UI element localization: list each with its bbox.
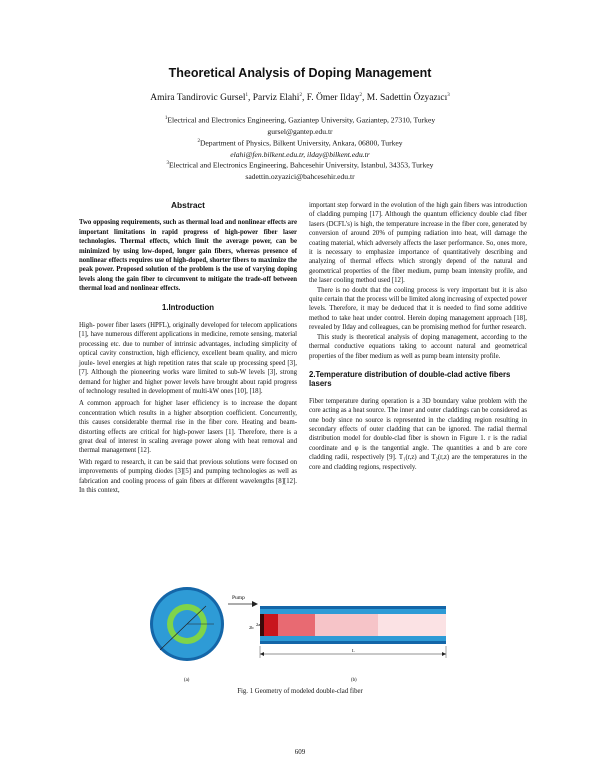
core-cool-zone — [378, 614, 446, 636]
author-1: Amira Tandirovic Gursel — [150, 93, 246, 104]
longitudinal-fiber-diagram — [260, 606, 446, 658]
author-3: F. Ömer Ilday — [306, 93, 360, 104]
pump-label: Pump — [232, 595, 245, 601]
sublabel-a: (a) — [184, 678, 190, 683]
affiliation-3: $^3$Electrical and Electronics Engineering, Bahcesehir University, Istanbul, 34353, Turkey sadettin.ozyazici@bahcesehir.edu.tr — [166, 160, 434, 181]
section-2-paragraph: Fiber temperature during operation is a 3D boundary value problem with the core acting as a heat source. The inner and outer claddings can be considered as one body since no source is represented in the cladding region resulting in secondary effects of outer cladding that can be ignored. The radial thermal distribution model for double-clad fiber is shown in Figure 1. r is the radial coordinate and φ is the tangential angle. The quantities a and b are core cladding radii, respectively [9]. T₁(r,z) and T₂(r,z) are the temperatures in the core and cladding regions, respectively. — [309, 397, 527, 471]
label-2b: 2b — [249, 625, 254, 630]
intro-heading: 1.Introduction — [162, 302, 214, 312]
right-paragraph-2: There is no doubt that the cooling process is very important but it is also quite certain that the process will be limited along increasing of expected power levels. Therefore, it may be deduced that it is needed to find some additive method to take heat under control. Herein doping management approach [18], revealed by Ilday and colleagues, can be promising method for further research. — [309, 286, 527, 332]
label-L: L — [352, 648, 355, 653]
section-2-heading: 2.Temperature distribution of double-clad active fibers lasers — [309, 369, 511, 389]
left-column — [79, 201, 297, 495]
intro-paragraph-3: With regard to research, it can be said that previous solutions were focused on improvements of pumping diodes [3][5] and pumping technologies as well as fabrication and cooling process of gain fibers at different wavelengths [8][12]. In this context, — [79, 458, 297, 494]
core-input-face — [260, 614, 264, 636]
label-2a: 2a — [256, 622, 261, 627]
right-column — [309, 201, 527, 472]
author-2: Parviz Elahi — [252, 93, 300, 104]
affiliation-2: $^2$Department of Physics, Bilkent University, Ankara, 06800, Turkey elahi@fen.bilkent.edu.tr, ilday@bilkent.edu.tr — [197, 138, 403, 159]
sublabel-b: (b) — [351, 678, 357, 683]
abstract-text: Two opposing requirements, such as thermal load and nonlinear effects are important limitations in rapid progress of high-power fiber laser technologies. Thermal effects, which limit the average power, can be minimized by using low-doped, longer gain fibers, whereas presence of nonlinear effects requires use of high-doped, shorter fibers to maximize the peak power. Proposed solution of the problem is the use of varying doping levels along the gain fiber to circumvent to mitigate the trade-off between thermal load and nonlinear effects. — [79, 219, 297, 293]
author-line: Amira Tandirovic Gursel$^1$, Parviz Elahi$^2$, F. Ömer Ilday$^2$, M. Sadettin Özyazıcı$^3$ — [150, 93, 450, 104]
paper-title: Theoretical Analysis of Doping Management — [168, 66, 432, 80]
author-4: M. Sadettin Özyazıcı — [366, 93, 448, 104]
pump-arrow — [228, 595, 258, 607]
intro-paragraph-1: High- power fiber lasers (HPFL), originally developed for telecom applications [1], have numerous different applications in medicine, remote sensing, material processing etc. due to number of intrinsic advantages, including simplicity of optical cavity construction, high efficiency, excellent beam quality, and micro joule- level energies at high repetition rates that scale up processing speed [3], [7]. Although the pioneering works ware limited to sub-W levels [3], strong demand for higher and higher power levels have brought about rapid progress of technology resulted in development of multi-kW ones [10], [18]. — [79, 322, 297, 395]
fiber-geometry-figure — [148, 580, 458, 684]
abstract-heading: Abstract — [171, 200, 205, 210]
figure-caption: Fig. 1 Geometry of modeled double-clad fiber — [237, 688, 363, 695]
right-paragraph-1: important step forward in the evolution of the high gain fibers was introduction of cladding pumping [17]. Although the quantum efficiency double clad fiber lasers (DCFL's) is high, the temperature increase in the fiber core, generated by conversion of around 20% of pumping radiation into heat, will damage the coating material, which adversely affects the laser performance. So, ones more, it is necessary to emphasize importance of quantitatively describing and analyzing of thermal effects which strongly depend of the natural and geometrical properties of the fiber medium, pump beam intensity profile, and the laser cooling method used [12]. — [309, 202, 527, 285]
affiliation-1: $^1$Electrical and Electronics Engineering, Gaziantep University, Gaziantep, 27310, Turkey gursel@gantep.edu.tr — [164, 115, 436, 136]
right-paragraph-3: This study is theoretical analysis of doping management, according to the thermal conductive equations taking to account natural and geometrical properties of the fiber medium as well as pump beam intensity profile. — [309, 333, 527, 360]
cross-section-diagram — [150, 587, 224, 661]
page-number: 609 — [294, 748, 306, 756]
intro-paragraph-2: A common approach for higher laser efficiency is to increase the dopant concentration which results in a higher absorption coefficient. Concurrently, this causes considerable thermal rise in the fiber core. Heating and beam-distorting effects are critical for high-power lasers [1]. Therefore, there is a great deal of interest in scaling average power along with heat removal and thermal management [12]. — [79, 400, 297, 455]
